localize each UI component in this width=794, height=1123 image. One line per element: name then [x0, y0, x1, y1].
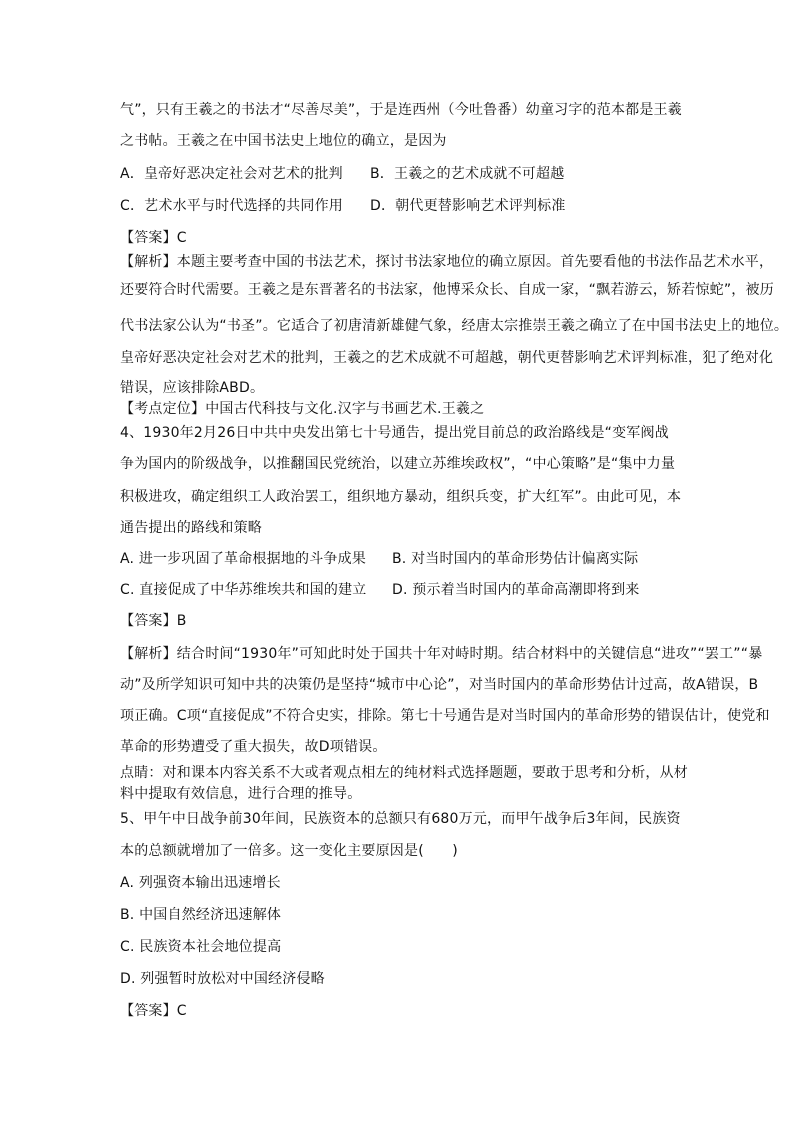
q3-option-c: C．艺术水平与时代选择的共同作用: [120, 198, 343, 214]
q4-option-c: C. 直接促成了中华苏维埃共和国的建立: [120, 582, 367, 598]
q4-analysis-line: 【解析】结合时间“1930年”可知此时处于国共十年对峙时期。结合材料中的关键信息“进攻”“罢工”“暴: [120, 646, 763, 662]
q3-stem-line: 之书帖。王羲之在中国书法史上地位的确立，是因为: [120, 133, 447, 149]
q5-option-d: D. 列强暂时放松对中国经济侵略: [120, 971, 325, 987]
q3-analysis-line: 还要符合时代需要。王羲之是东晋著名的书法家，他博采众长、自成一家，“飘若游云，矫若惊蛇”，被历: [120, 282, 774, 298]
q4-answer: 【答案】B: [120, 613, 187, 629]
q4-tip-line: 点睛：对和课本内容关系不大或者观点相左的纯材料式选择题题，要敢于思考和分析，从材: [120, 765, 688, 781]
q4-option-b: B. 对当时国内的革命形势估计偏离实际: [392, 551, 639, 567]
q3-option-d: D．朝代更替影响艺术评判标准: [370, 198, 566, 214]
q4-analysis-line: 革命的形势遭受了重大损失，故D项错误。: [120, 739, 387, 755]
q5-stem-line: 5、甲午中日战争前30年间，民族资本的总额只有680万元，而甲午战争后3年间，民族资: [120, 811, 681, 827]
q4-option-d: D. 预示着当时国内的革命高潮即将到来: [392, 582, 640, 598]
q4-options-row1: [120, 549, 680, 569]
q3-options-row1: [120, 164, 680, 184]
q4-tip-line: 料中提取有效信息，进行合理的推导。: [120, 786, 362, 802]
q4-options-row2: [120, 580, 680, 600]
q3-analysis-line: 代书法家公认为“书圣”。它适合了初唐清新雄健气象，经唐太宗推崇王羲之确立了在中国书法史上的地位。: [120, 318, 789, 334]
q3-stem-line: 气”，只有王羲之的书法才“尽善尽美”，于是连西州（今吐鲁番）幼童习字的范本都是王羲: [120, 102, 682, 118]
q3-options-row2: [120, 196, 680, 216]
q3-answer: 【答案】C: [120, 230, 187, 246]
q3-option-b: B．王羲之的艺术成就不可超越: [370, 166, 565, 182]
q5-option-a: A. 列强资本输出迅速增长: [120, 875, 281, 891]
q5-stem-line: 本的总额就增加了一倍多。这一变化主要原因是( ): [120, 843, 458, 859]
q4-stem-line: 4、1930年2月26日中共中央发出第七十号通告，提出党目前总的政治路线是“变军阀战: [120, 425, 669, 441]
q3-analysis-line: 皇帝好恶决定社会对艺术的批判，王羲之的艺术成就不可超越，朝代更替影响艺术评判标准，犯了绝对化: [120, 350, 774, 366]
q3-option-a: A．皇帝好恶决定社会对艺术的批判: [120, 166, 343, 182]
q5-option-b: B. 中国自然经济迅速解体: [120, 907, 282, 923]
q4-analysis-line: 动”及所学知识可知中共的决策仍是坚持“城市中心论”，对当时国内的革命形势估计过高，故A错误，B: [120, 677, 759, 693]
q4-stem-line: 积极进攻，确定组织工人政治罢工，组织地方暴动，组织兵变，扩大红军”。由此可见，本: [120, 489, 682, 505]
q4-analysis-line: 项正确。C项“直接促成”不符合史实，排除。第七十号通告是对当时国内的革命形势的错误估计，使党和: [120, 708, 770, 724]
q5-answer: 【答案】C: [120, 1003, 187, 1019]
q3-kaodian: 【考点定位】中国古代科技与文化.汉字与书画艺术.王羲之: [120, 401, 485, 417]
q4-option-a: A. 进一步巩固了革命根据地的斗争成果: [120, 551, 367, 567]
q4-stem-line: 通告提出的路线和策略: [120, 520, 262, 536]
q5-option-c: C. 民族资本社会地位提高: [120, 939, 282, 955]
q3-analysis-line: 错误，应该排除ABD。: [120, 380, 265, 396]
q4-stem-line: 争为国内的阶级战争，以推翻国民党统治，以建立苏维埃政权”，“中心策略”是“集中力量: [120, 456, 676, 472]
q3-analysis-line: 【解析】本题主要考查中国的书法艺术，探讨书法家地位的确立原因。首先要看他的书法作品艺术水平，: [120, 254, 774, 270]
